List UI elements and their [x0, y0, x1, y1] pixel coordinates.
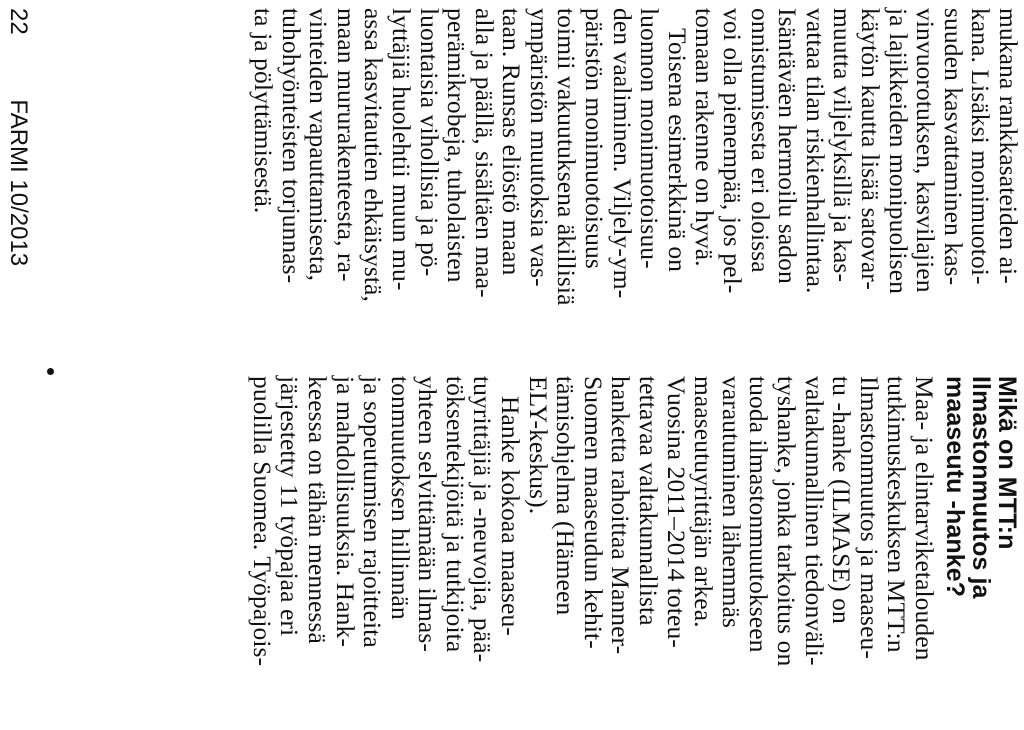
text-line: kana. Lisäksi monimuotoi- — [966, 8, 996, 285]
article-column — [249, 8, 1022, 372]
publication-name: FARMI 10/2013 — [5, 99, 32, 267]
sidebar-line: tuyrittäjiä ja -neuvojia, pää- — [468, 376, 498, 663]
text-line: Isäntäväen hermoilu sadon — [773, 8, 803, 284]
bullet-dot — [47, 368, 54, 375]
sidebar-line: Hanke kokoaa maaseu- — [496, 396, 526, 636]
text-line: ja lajikkeiden monipuolisen — [883, 8, 913, 294]
sidebar-line: keessa on tähän mennessä — [302, 376, 332, 644]
text-line: taan. Runsas eliöstö maan — [497, 8, 527, 276]
text-line: päristön monimuotoisuus — [580, 8, 610, 269]
text-line: mukana rankkasateiden ai- — [994, 8, 1023, 284]
sidebar-line: Vuosina 2011–2014 toteu- — [661, 376, 691, 648]
sidebar-line: hanketta rahoittaa Manner- — [606, 376, 636, 655]
text-line: luontaisia vihollisia ja pö- — [414, 8, 444, 277]
text-line: ympäristön muutoksia vas- — [524, 8, 554, 287]
sidebar-line: Maa- ja elintarviketalouden — [910, 376, 939, 661]
text-line: voi olla pienempää, jos pel- — [718, 8, 748, 294]
sidebar-line: töksentekijöitä ja tutkijoita — [440, 376, 470, 653]
text-line: toimii vakuutuksena äkillisiä — [552, 8, 582, 306]
sidebar-line: ja mahdollisuuksia. Hank- — [330, 376, 360, 647]
sidebar-line: järjestetty 11 työpajaa eri — [275, 376, 305, 637]
text-line: Toisena esimerkkinä on — [662, 28, 692, 273]
sidebar-title: Ilmastonmuutos ja — [967, 376, 995, 599]
sidebar-line: puolilla Suomea. Työpajois- — [247, 376, 277, 667]
text-line: tuhohyönteisten torjunnas- — [276, 8, 306, 284]
text-line: den vaaliminen. Viljely-ym- — [607, 8, 637, 299]
text-line: lyttäjiä huolehtii muun mu- — [386, 8, 416, 291]
text-line: vinteiden vapauttamisesta, — [304, 8, 334, 282]
text-line: maan mururakenteesta, ra- — [331, 8, 361, 282]
sidebar-line: tyshanke, jonka tarkoitus on — [772, 376, 802, 667]
sidebar-line: valtakunnallinen tiedonväli- — [799, 376, 829, 666]
sidebar-line: tutkimuskeskuksen MTT:n — [882, 376, 912, 653]
sidebar-line: Ilmastonmuutos ja maaseu- — [854, 376, 884, 659]
text-line: ta ja pölyttämisestä. — [248, 8, 278, 214]
sidebar-box — [248, 376, 1020, 730]
text-line: assa kasvitautien ehkäisystä, — [359, 8, 389, 302]
text-line: perämikrobeja, tuholaisten — [442, 8, 472, 283]
text-line: onnistumisesta eri oloissa — [745, 8, 775, 273]
page-number: 22 — [5, 8, 32, 35]
sidebar-line: tämisohjelma (Hämeen — [551, 376, 581, 616]
sidebar-line: tonmuutoksen hillinnän — [385, 376, 415, 620]
sidebar-line: tettavaa valtakunnallista — [634, 376, 664, 626]
sidebar-line: varautuminen lähemmäs — [716, 376, 746, 629]
sidebar-line: Suomen maaseudun kehit- — [578, 376, 608, 649]
sidebar-title: maaseutu -hanke? — [941, 376, 969, 598]
text-line: suuden kasvattaminen kas- — [938, 8, 968, 286]
text-line: vattaa tilan riskienhallintaa. — [800, 8, 830, 294]
sidebar-line: ja sopeutumisen rajoitteita — [358, 376, 388, 648]
text-line: käytön kautta lisää satovar- — [856, 8, 886, 290]
text-line: vinvuorotuksen, kasvilajien — [911, 8, 941, 293]
page-footer — [4, 8, 32, 266]
text-line: alla ja päällä, sisältäen maa- — [469, 8, 499, 298]
sidebar-line: tu -hanke (ILMASE) on — [827, 376, 857, 624]
text-line: tomaan rakenne on hyvä. — [690, 8, 720, 267]
sidebar-title: Mikä on MTT:n — [993, 376, 1021, 550]
sidebar-line: tuoda ilmastonmuutokseen — [744, 376, 774, 653]
sidebar-line: maaseutuyrittäjän arkea. — [689, 376, 719, 628]
text-line: muutta viljelyksillä ja kas- — [828, 8, 858, 283]
sidebar-line: yhteen selvittämään ilmas- — [413, 376, 443, 652]
sidebar-line: ELY-keskus). — [523, 376, 553, 515]
text-line: luonnon monimuotoisuu- — [635, 8, 665, 269]
